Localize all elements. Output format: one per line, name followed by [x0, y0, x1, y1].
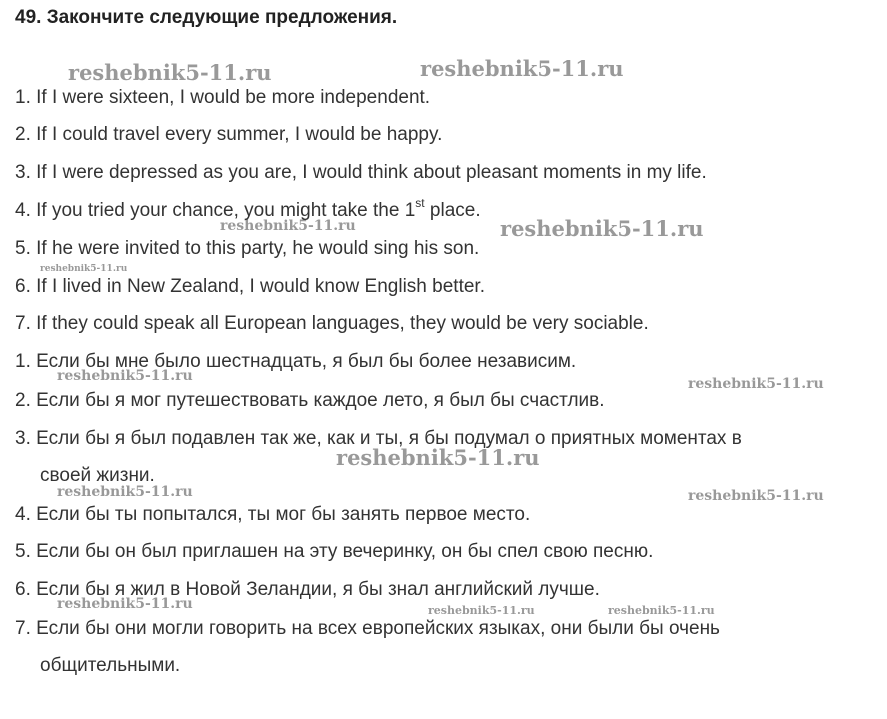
- russian-sentence-4: 4. Если бы ты попытался, ты мог бы занять первое место.: [15, 504, 531, 525]
- russian-sentence-7: 7. Если бы они могли говорить на всех европейских языках, они были бы очень: [15, 618, 720, 639]
- watermark: reshebnik5-11.ru: [336, 445, 540, 470]
- english-sentence-4-end: place.: [424, 200, 481, 221]
- watermark: reshebnik5-11.ru: [40, 264, 128, 274]
- exercise-title: 49. Закончите следующие предложения.: [15, 7, 398, 28]
- english-sentence-1: 1. If I were sixteen, I would be more independent.: [15, 87, 431, 108]
- watermark: reshebnik5-11.ru: [688, 376, 824, 392]
- watermark: reshebnik5-11.ru: [420, 56, 624, 81]
- russian-sentence-3-continued: своей жизни.: [40, 465, 155, 486]
- watermark: reshebnik5-11.ru: [500, 216, 704, 241]
- watermark: reshebnik5-11.ru: [68, 60, 272, 85]
- english-sentence-7: 7. If they could speak all European languages, they would be very sociable.: [15, 313, 649, 334]
- watermark: reshebnik5-11.ru: [688, 488, 824, 504]
- watermark: reshebnik5-11.ru: [220, 218, 356, 234]
- english-sentence-2: 2. If I could travel every summer, I would be happy.: [15, 124, 443, 145]
- russian-sentence-5: 5. Если бы он был приглашен на эту вечеринку, он бы спел свою песню.: [15, 541, 654, 562]
- russian-sentence-3: 3. Если бы я был подавлен так же, как и ты, я бы подумал о приятных моментах в: [15, 428, 742, 449]
- english-sentence-4: [15, 195, 481, 223]
- russian-sentence-1: 1. Если бы мне было шестнадцать, я был бы более независим.: [15, 351, 577, 372]
- watermark: reshebnik5-11.ru: [608, 604, 715, 617]
- english-sentence-6: 6. If I lived in New Zealand, I would know English better.: [15, 276, 485, 297]
- english-sentence-3: 3. If I were depressed as you are, I would think about pleasant moments in my life.: [15, 162, 707, 183]
- russian-sentence-2: 2. Если бы я мог путешествовать каждое лето, я был бы счастлив.: [15, 390, 605, 411]
- watermark: reshebnik5-11.ru: [57, 596, 193, 612]
- watermark: reshebnik5-11.ru: [428, 604, 535, 617]
- russian-sentence-6: 6. Если бы я жил в Новой Зеландии, я бы знал английский лучше.: [15, 579, 600, 600]
- watermark: reshebnik5-11.ru: [57, 484, 193, 500]
- english-sentence-4-main: 4. If you tried your chance, you might take the 1: [15, 200, 416, 221]
- russian-sentence-7-continued: общительными.: [40, 655, 181, 676]
- watermark: reshebnik5-11.ru: [57, 368, 193, 384]
- english-sentence-5: 5. If he were invited to this party, he would sing his son.: [15, 238, 480, 259]
- ordinal-suffix: st: [415, 195, 425, 210]
